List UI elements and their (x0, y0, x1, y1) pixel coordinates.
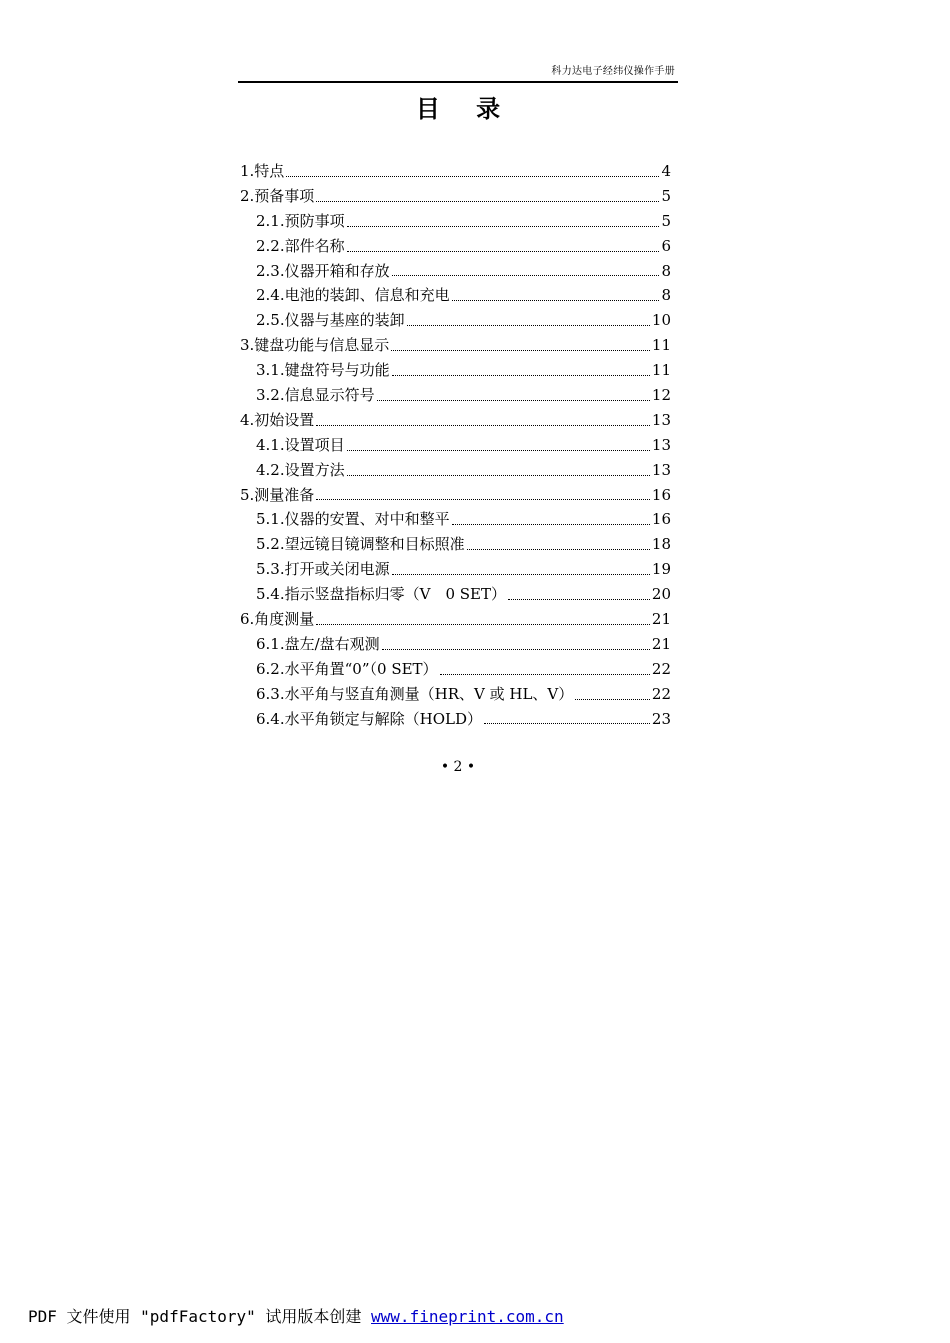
toc-entry-label: 2.4.电池的装卸、信息和充电 (256, 286, 450, 305)
toc-entry-label: 6.3.水平角与竖直角测量（HR、V 或 HL、V） (256, 684, 574, 703)
toc-dot-leader (377, 400, 650, 401)
toc-entry-label: 5.4.指示竖盘指标归零（V 0 SET） (256, 585, 506, 604)
toc-entry-label: 2.2.部件名称 (256, 236, 345, 255)
toc-entry-label: 6.角度测量 (240, 610, 315, 629)
toc-dot-leader (316, 425, 650, 426)
toc-entry-label: 5.1.仪器的安置、对中和整平 (256, 510, 450, 529)
toc-entry-label: 2.1.预防事项 (256, 211, 345, 230)
toc-entry-page: 13 (651, 460, 671, 479)
toc-entry[interactable] (240, 383, 671, 408)
toc-entry-page: 8 (661, 261, 671, 280)
toc-entry-page: 16 (651, 510, 671, 529)
toc-dot-leader (508, 599, 650, 600)
toc-entry-label: 1.特点 (240, 161, 285, 180)
footer-text: PDF 文件使用 "pdfFactory" 试用版本创建 (28, 1307, 372, 1326)
toc-dot-leader (440, 674, 650, 675)
toc-entry-page: 8 (661, 286, 671, 305)
toc-dot-leader (407, 325, 650, 326)
toc-entry-page: 18 (651, 535, 671, 554)
page-number: • 2 • (440, 759, 476, 775)
toc-entry-page: 5 (661, 211, 671, 230)
toc-entry[interactable] (240, 358, 671, 383)
toc-dot-leader (391, 350, 650, 351)
toc-entry[interactable] (240, 458, 671, 483)
footer-link[interactable]: www.fineprint.com.cn (371, 1307, 564, 1326)
toc-entry-page: 21 (651, 634, 671, 653)
toc-entry-label: 4.初始设置 (240, 410, 315, 429)
toc-entry[interactable] (240, 657, 671, 682)
toc-entry-label: 4.1.设置项目 (256, 435, 345, 454)
toc-entry-page: 22 (651, 684, 671, 703)
toc-entry-page: 11 (651, 361, 671, 380)
toc-entry-label: 2.3.仪器开箱和存放 (256, 261, 390, 280)
toc-entry-page: 23 (651, 709, 671, 728)
toc-entry-page: 13 (651, 410, 671, 429)
toc-dot-leader (316, 624, 650, 625)
toc-entry[interactable] (240, 483, 671, 508)
toc-entry-label: 6.1.盘左/盘右观测 (256, 634, 380, 653)
toc-entry-label: 3.1.键盘符号与功能 (256, 361, 390, 380)
toc-entry-page: 22 (651, 659, 671, 678)
toc-entry-page: 13 (651, 435, 671, 454)
page-title: 目 录 (415, 95, 501, 123)
toc-entry-label: 6.2.水平角置“0”（0 SET） (256, 659, 438, 678)
toc-entry-label: 2.预备事项 (240, 186, 315, 205)
toc-entry-label: 5.3.打开或关闭电源 (256, 560, 390, 579)
toc-entry-page: 4 (661, 161, 671, 180)
toc-dot-leader (392, 375, 650, 376)
toc-dot-leader (484, 723, 650, 724)
toc-dot-leader (382, 649, 650, 650)
toc-dot-leader (467, 549, 650, 550)
toc-entry[interactable] (240, 507, 671, 532)
toc-entry[interactable] (240, 159, 671, 184)
toc-entry-page: 12 (651, 386, 671, 404)
footer (28, 1305, 564, 1329)
toc-entry[interactable] (240, 408, 671, 433)
header-rule (238, 81, 678, 83)
toc-dot-leader (575, 699, 650, 700)
toc-entry[interactable] (240, 632, 671, 657)
toc-entry-label: 3.键盘功能与信息显示 (240, 336, 390, 355)
toc-dot-leader (347, 450, 650, 451)
toc-entry[interactable] (240, 557, 671, 582)
toc-dot-leader (316, 201, 659, 202)
toc-entry[interactable] (240, 234, 671, 259)
toc-entry-page: 19 (651, 560, 671, 579)
toc-entry[interactable] (240, 259, 671, 284)
toc-entry-label: 2.5.仪器与基座的装卸 (256, 311, 405, 330)
toc-entry-page: 6 (661, 236, 671, 255)
toc-dot-leader (347, 251, 660, 252)
toc-entry-label: 3.2.信息显示符号 (256, 386, 375, 404)
toc-dot-leader (452, 524, 650, 525)
toc-entry-label: 4.2.设置方法 (256, 460, 345, 479)
toc-dot-leader (392, 574, 650, 575)
toc-entry-label: 5.测量准备 (240, 485, 315, 504)
toc-entry-page: 5 (661, 186, 671, 205)
toc-entry[interactable] (240, 184, 671, 209)
toc-entry[interactable] (240, 532, 671, 557)
toc-entry[interactable] (240, 682, 671, 707)
toc-entry[interactable] (240, 707, 671, 732)
toc-entry-label: 5.2.望远镜目镜调整和目标照准 (256, 535, 465, 554)
toc-entry[interactable] (240, 607, 671, 632)
table-of-contents (240, 159, 671, 731)
toc-entry-label: 6.4.水平角锁定与解除（HOLD） (256, 709, 482, 728)
toc-dot-leader (347, 475, 650, 476)
toc-entry[interactable] (240, 582, 671, 607)
toc-entry-page: 11 (651, 336, 671, 355)
toc-entry-page: 20 (651, 585, 671, 604)
toc-entry[interactable] (240, 283, 671, 308)
toc-entry-page: 21 (651, 610, 671, 629)
toc-entry-page: 10 (651, 311, 671, 330)
toc-dot-leader (452, 300, 660, 301)
toc-dot-leader (347, 226, 660, 227)
toc-entry[interactable] (240, 209, 671, 234)
toc-entry[interactable] (240, 308, 671, 333)
running-header: 科力达电子经纬仪操作手册 (551, 66, 675, 77)
toc-entry-page: 16 (651, 485, 671, 504)
toc-entry[interactable] (240, 433, 671, 458)
toc-dot-leader (286, 176, 659, 177)
toc-dot-leader (392, 275, 660, 276)
toc-dot-leader (316, 499, 650, 500)
toc-entry[interactable] (240, 333, 671, 358)
